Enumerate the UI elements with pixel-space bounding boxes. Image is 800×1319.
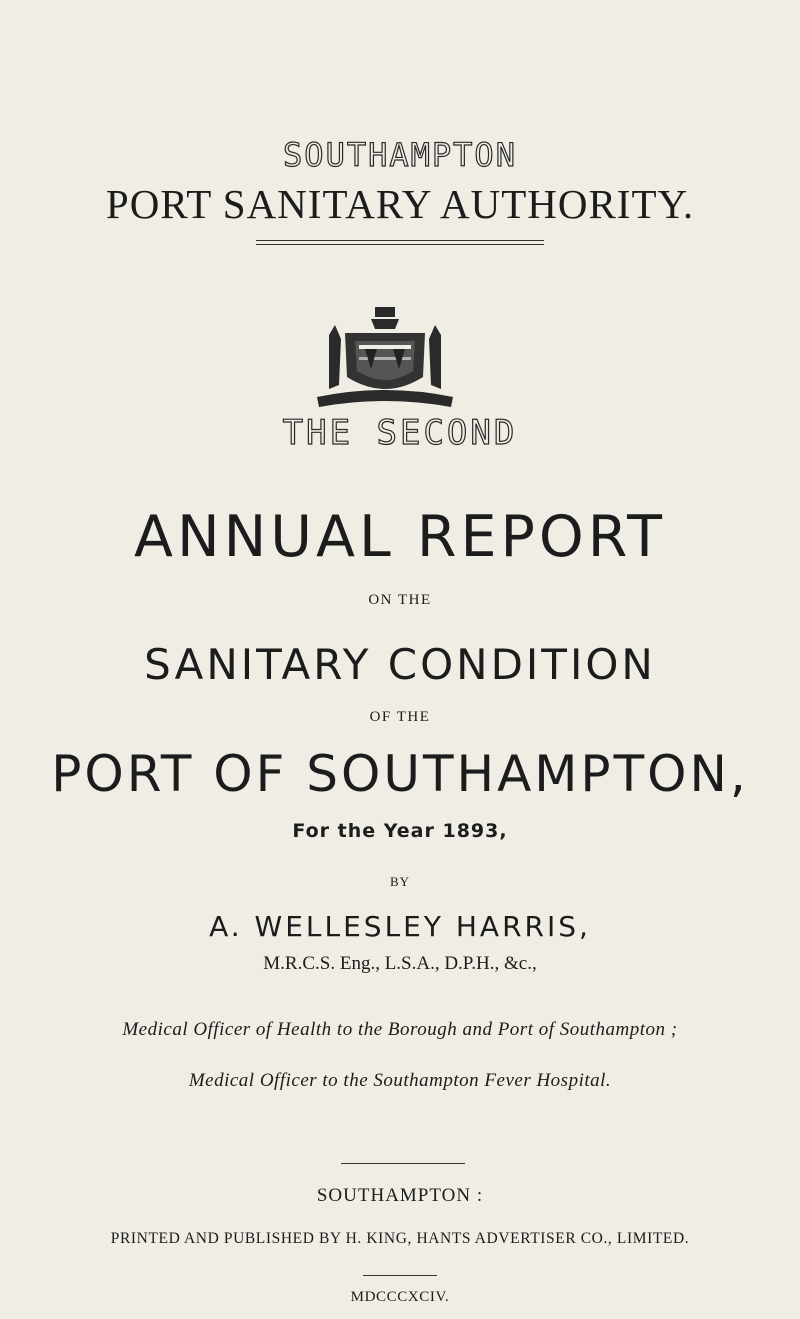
by-label: BY <box>389 874 411 889</box>
ordinal-heading: THE SECOND <box>282 413 518 453</box>
report-year: For the Year 1893, <box>292 820 508 842</box>
imprint-printer: PRINTED AND PUBLISHED BY H. KING, HANTS ADVERTISER CO., LIMITED. <box>110 1230 690 1247</box>
imprint-rule <box>341 1163 465 1164</box>
subject-title: SANITARY CONDITION <box>144 640 656 689</box>
connector-of-the: OF THE <box>369 709 431 725</box>
author-role-1: Medical Officer of Health to the Borough and Port of Southampton ; <box>122 1019 678 1040</box>
imprint-date: MDCCCXCIV. <box>350 1289 450 1305</box>
connector-on-the: ON THE <box>368 592 432 608</box>
coat-of-arms-icon <box>315 305 455 410</box>
authority-heading: PORT SANITARY AUTHORITY. <box>105 181 695 227</box>
author-qualifications: M.R.C.S. Eng., L.S.A., D.P.H., &c., <box>263 953 537 974</box>
date-rule <box>363 1275 437 1276</box>
double-rule <box>256 240 544 245</box>
town-heading: SOUTHAMPTON <box>283 136 517 174</box>
author-name: A. WELLESLEY HARRIS, <box>209 910 591 943</box>
port-title: PORT OF SOUTHAMPTON, <box>51 745 749 803</box>
imprint-place: SOUTHAMPTON : <box>316 1185 484 1206</box>
report-title: ANNUAL REPORT <box>134 504 666 570</box>
author-role-2: Medical Officer to the Southampton Fever Hospital. <box>188 1070 612 1091</box>
